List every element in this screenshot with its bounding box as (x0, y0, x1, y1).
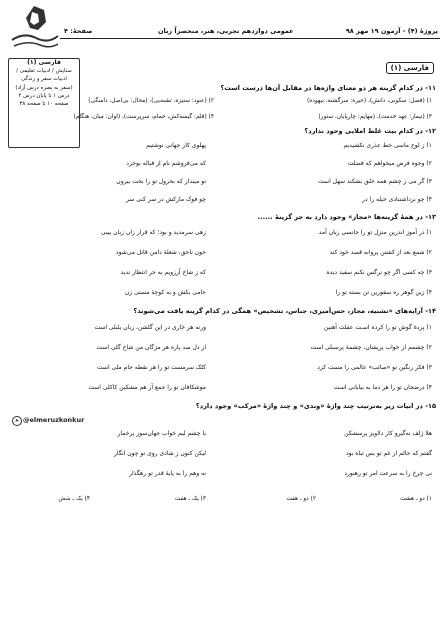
q12-option-3-b: تو مینداز که بحرول تو را بخت بیرون (116, 178, 206, 185)
q13-option-4-a: ۴) زین گوهر ره سفورین تن بسته تو را (335, 289, 432, 296)
topic-line: ستایش / ادبیات تعلیمی / (16, 68, 72, 75)
q13-option-4-b: حامی بکش و به کوچهٔ مستی زن (124, 289, 206, 296)
q14-option-4-b: موشکافان تو را جمع آر هم مشکین کاکلی است (88, 384, 206, 391)
q12-option-1-a: ۱) ز لوح ماسی خط عذری نکشیدیم (343, 142, 432, 149)
q15-option-2: ۲) دو ـ هفت (286, 496, 316, 502)
q12-option-1-b: پهلوی کار جهانی نوشتیم (146, 142, 206, 149)
q15-verse-2-b: لیکن کنون ز شادی روی تو چون انگار (113, 450, 206, 457)
topic-title: فارسی (۱) (27, 59, 61, 66)
question-11: ۱۱- در کدام گزینه هر دو معنای واژه‌ها در مقابل آن‌ها درست است؟ (220, 84, 436, 92)
q11-option-3: ۳) (تیمار: عهد خدمت)، (مهایم: چارپایان، ستور) (318, 114, 432, 120)
topic-line: صفحه ۱۰ تا صفحه ۳۸ (19, 101, 69, 108)
logo-emblem-icon (4, 2, 62, 52)
question-13: ۱۳- در همهٔ گزینه‌ها «مجاز» وجود دارد به جز گزینهٔ ...... (257, 213, 436, 221)
q14-option-3-b: کلک سرمست تو را هر نقطه جام ملی است (97, 364, 206, 371)
q14-option-2-b: از دل صد پاره هر مژگان من شاخ گلی است (96, 344, 206, 351)
telegram-icon: ➤ (12, 416, 22, 426)
q12-option-2-a: ۲) وجوه فرض میخواهم که فضلت (347, 160, 432, 167)
q13-option-3-b: که ز شاخ آرزویم به جر انتظار ندید (120, 269, 206, 276)
q15-verse-1-a: هلا ژلف نه‌گیرو کار دلاویز پرسشکن (344, 430, 432, 437)
header-divider (60, 38, 440, 39)
q15-option-1: ۱) دو ـ هشت (400, 496, 432, 502)
q13-option-3-a: ۳) چه کسی اگر چو نرگس نکنم سفید دیده (326, 269, 432, 276)
q15-verse-3-b: نه وهم را به پایهٔ قدر تو رهگذار (129, 470, 206, 477)
topic-line: (سفر به بصره درس آزاد) (15, 84, 73, 91)
q13-option-2-a: ۲) شمع بعد از کشتن پروانه قصد خود کند (329, 249, 432, 256)
question-15: ۱۵- در ابیات زیر به‌ترتیب چند واژهٔ «وندی» و چند واژهٔ «مرکب» وجود دارد؟ (195, 402, 436, 410)
q14-option-3-a: ۳) فکر رنگین تو «صائب» عالمی را مست کرد (317, 364, 432, 371)
q11-option-2: ۲) (عنود: ستیزه، تشنه‌یی)، (محال: بی‌اصل، دامنگی) (88, 98, 214, 104)
watermark-text: @elmeruzkonkur (23, 416, 85, 424)
q14-option-1-a: ۱) پردهٔ گوش تو را کرده اسـت عفلت آهنین (323, 324, 432, 331)
q12-option-2-b: که می‌فروشم نام از قباله بوخرد (126, 160, 206, 167)
q14-option-1-b: ورنه هر خاری در این گلشن، زبان بلبلی است (94, 324, 206, 331)
q15-verse-2-a: گفتم که حالم از غم تو بس تباه بود (345, 450, 432, 457)
question-12: ۱۲- در کدام بیت غلط املایی وجود ندارد؟ (304, 127, 436, 135)
topic-line: ادبیات سفر و زندگی (21, 76, 67, 83)
q15-option-3: ۳) یک ـ هفت (174, 496, 206, 502)
q13-option-1-a: ۱) در آموز اندرین منزل تو را جانسی زبان آمد (318, 229, 432, 236)
q15-verse-3-a: نی چرخ را به سرعت امر تو رهنورد (344, 470, 432, 477)
exam-title: پروژهٔ (۴) - آزمون ۱۹ مهر ۹۸ (345, 27, 438, 35)
q13-option-2-b: خون ناحق، شعلهٔ دامن قاتل می‌شود (115, 249, 206, 256)
q14-option-4-a: ۴) درضحان تو را هر دما به بیابانی است (333, 384, 432, 391)
q11-option-4: ۴) (قلم: گیسه‌کش، حمام، سرپرست)، (اوان: میان، هنگام) (73, 114, 214, 120)
watermark (12, 416, 84, 426)
q12-option-3-a: ۳) گر می ز چشم همه خلق بشکند سهل است (318, 178, 432, 185)
q15-verse-1-b: با چشم لیم خواب جهان‌سوز پرخمار (117, 430, 206, 437)
q12-option-4-a: ۴) چو برداشتنادی حیله را در (362, 196, 432, 203)
question-14: ۱۴- آرایه‌های «تشبیه، مجاز، حس‌آمیزی، جناس، تشخیص» همگی در کدام گزینه یافت می‌شوند؟ (133, 307, 436, 315)
exam-subject: عمومی دوازدهم تجربی، هنر، منحصراً زبان (158, 27, 294, 35)
topic-line: درس ۱ تا پایان درس ۴ (18, 92, 70, 99)
q13-option-1-b: زهی سرمدید و بود؛ که قرار زان زبان بیبی (101, 229, 206, 236)
page-number: صفحهٔ: ۴ (64, 27, 93, 35)
q15-option-4: ۴) یک ـ شش (58, 496, 90, 502)
q12-option-4-b: چو فوک مارکش در سر کنی سر (126, 196, 206, 203)
topic-box (8, 58, 80, 148)
section-badge: فارسی (۱) (386, 62, 434, 74)
school-logo (4, 2, 62, 52)
q14-option-2-a: ۲) چشمم از خواب پریشان، چشمهٔ پرسبلی است (310, 344, 432, 351)
q11-option-1: ۱) (فصل: سکوبی، دانش)، (حیره: سرگشته، بیهوده) (307, 98, 432, 104)
